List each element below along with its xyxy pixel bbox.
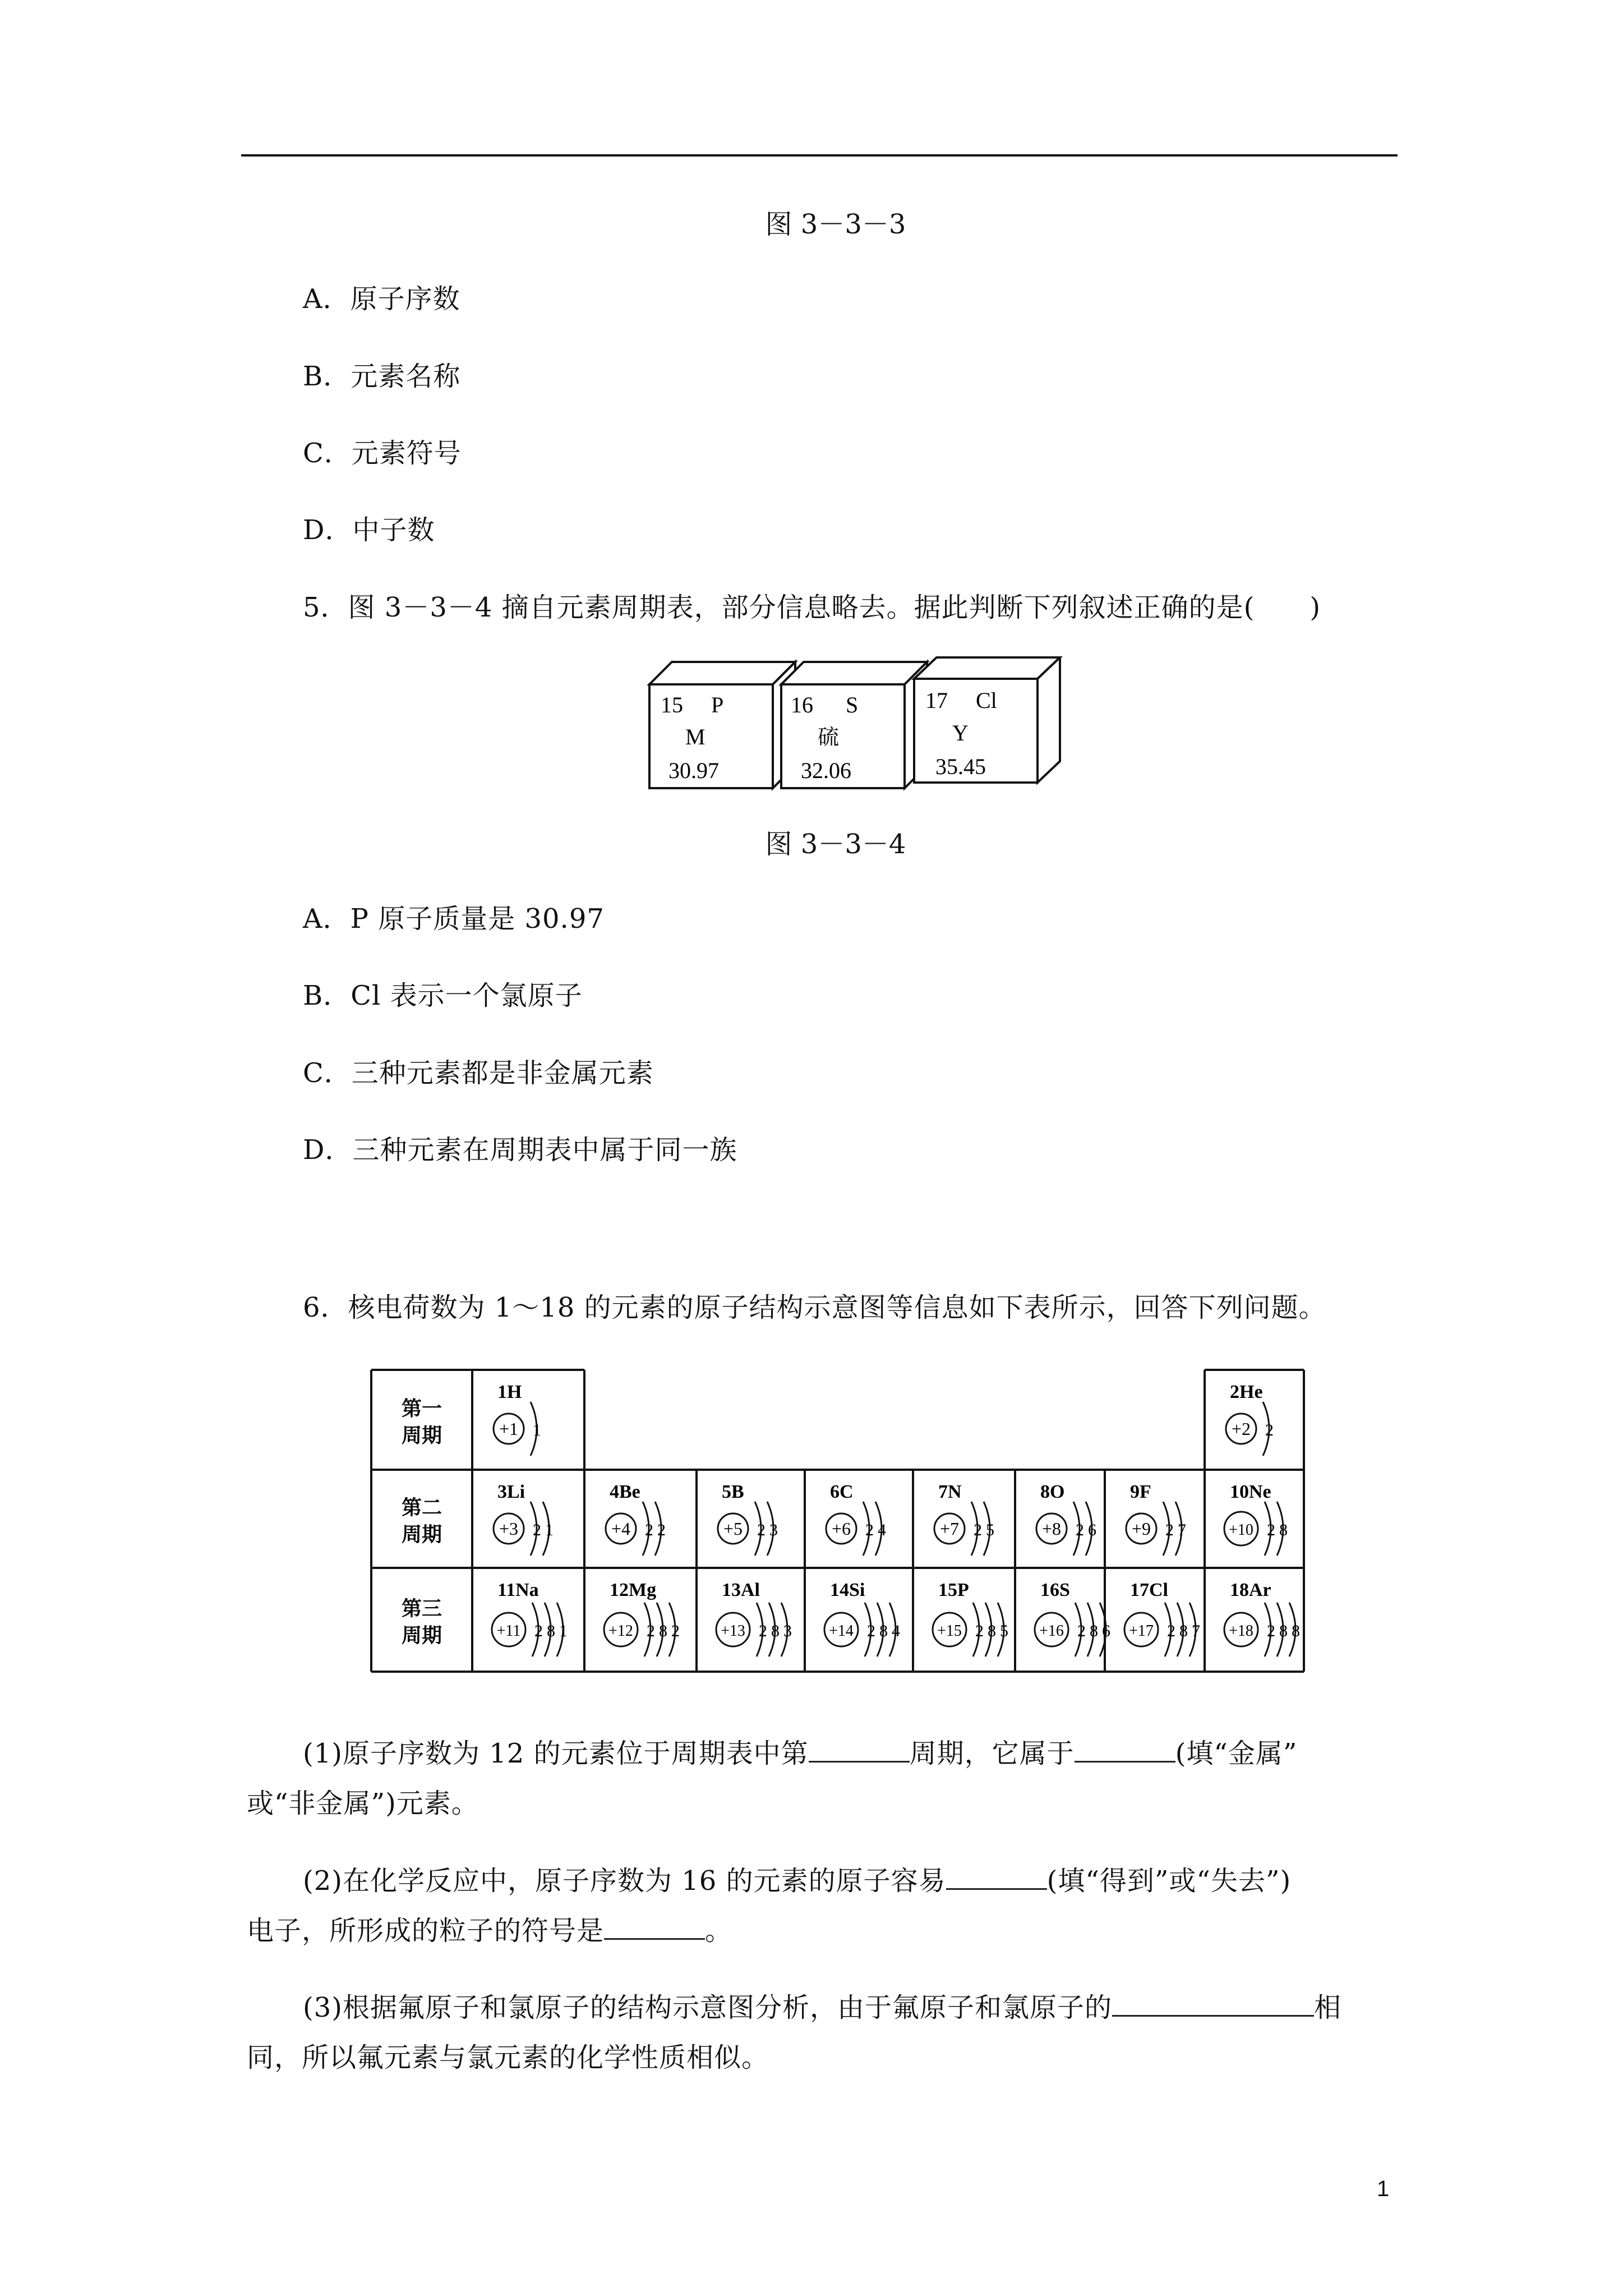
atom-label: 13Al: [722, 1580, 760, 1600]
nucleus-charge: +17: [1129, 1622, 1154, 1640]
shell-electron-count: 2: [1077, 1622, 1086, 1640]
shell-electron-count: 2: [865, 1521, 874, 1539]
atom-label: 2He: [1230, 1382, 1263, 1402]
atom-diagram-16S: [1035, 1580, 1110, 1657]
element-mass: 30.97: [668, 758, 719, 783]
shell-electron-count: 4: [878, 1521, 886, 1539]
figure-caption-3-3-3: 图 3－3－3: [765, 209, 906, 240]
q4-option-b: B．元素名称: [303, 361, 461, 392]
atom-diagram-2He: [1226, 1382, 1274, 1456]
element-cube-cl: [914, 657, 1060, 783]
q4-option-a: A．原子序数: [303, 283, 460, 315]
element-number: 17: [925, 688, 948, 713]
atom-diagram-5B: [718, 1481, 778, 1556]
shell-electron-count: 8: [1292, 1622, 1300, 1640]
shell-electron-count: 8: [547, 1622, 555, 1640]
shell-electron-count: 3: [769, 1521, 778, 1539]
q5-option-c: C．三种元素都是非金属元素: [303, 1057, 654, 1089]
q5-option-a: A．P 原子质量是 30.97: [303, 903, 605, 935]
atomic-structure-table: [370, 1369, 1312, 1674]
atom-label: 6C: [830, 1481, 854, 1502]
header-rule: [241, 154, 1398, 157]
q4-option-d: D．中子数: [303, 514, 435, 546]
shell-electron-count: 8: [988, 1622, 996, 1640]
q6-sub3-line2: 同，所以氟元素与氯元素的化学性质相似。: [247, 2042, 769, 2073]
atom-label: 12Mg: [610, 1580, 657, 1600]
q6-sub2-text-d: 。: [705, 1915, 733, 1947]
element-name: Y: [952, 720, 969, 746]
nucleus-charge: +4: [611, 1519, 631, 1539]
element-number: 15: [661, 692, 683, 717]
answer-blank-outer-electrons[interactable]: [1112, 1993, 1314, 2017]
shell-electron-count: 1: [559, 1622, 568, 1640]
nucleus-charge: +11: [496, 1622, 521, 1640]
shell-electron-count: 2: [671, 1622, 680, 1640]
atom-label: 17Cl: [1130, 1580, 1168, 1600]
nucleus-charge: +10: [1229, 1521, 1253, 1539]
shell-electron-count: 6: [1088, 1521, 1096, 1539]
q6-stem: 6．核电荷数为 1～18 的元素的原子结构示意图等信息如下表所示，回答下列问题。: [303, 1292, 1326, 1323]
shell-electron-count: 2: [1267, 1521, 1275, 1539]
atom-diagram-7N: [934, 1481, 994, 1556]
shell-electron-count: 8: [771, 1622, 780, 1640]
atom-diagram-12Mg: [604, 1580, 680, 1657]
nucleus-charge: +16: [1039, 1622, 1064, 1640]
element-symbol: Cl: [976, 688, 997, 713]
shell-electron-count: 8: [1090, 1622, 1098, 1640]
nucleus-charge: +6: [831, 1519, 851, 1539]
period-label: 第三: [401, 1597, 442, 1621]
q5-stem: 5．图 3－3－4 摘自元素周期表，部分信息略去。据此判断下列叙述正确的是( ): [303, 592, 1321, 623]
q6-sub2-text-b: (填“得到”或“失去”): [1046, 1865, 1292, 1897]
nucleus-charge: +5: [723, 1519, 743, 1539]
atom-diagram-6C: [826, 1481, 886, 1556]
shell-electron-count: 2: [974, 1521, 982, 1539]
answer-blank-gain-lose[interactable]: [946, 1866, 1047, 1890]
atom-diagram-14Si: [824, 1580, 900, 1657]
element-mass: 35.45: [935, 754, 986, 779]
atom-diagram-18Ar: [1224, 1580, 1300, 1657]
element-name: 硫: [818, 725, 840, 749]
atom-diagram-9F: [1126, 1481, 1186, 1556]
page-number: 1: [1377, 2177, 1390, 2201]
shell-electron-count: 2: [759, 1622, 767, 1640]
element-symbol: S: [846, 692, 859, 717]
atom-label: 10Ne: [1230, 1481, 1271, 1502]
shell-electron-count: 7: [1192, 1622, 1200, 1640]
atom-label: 1H: [497, 1382, 522, 1402]
atom-label: 9F: [1130, 1481, 1151, 1502]
shell-electron-count: 2: [975, 1622, 984, 1640]
element-cube-p: [649, 662, 795, 788]
shell-electron-count: 2: [1167, 1622, 1175, 1640]
shell-electron-count: 8: [659, 1622, 667, 1640]
answer-blank-period[interactable]: [809, 1738, 910, 1763]
shell-electron-count: 2: [645, 1521, 653, 1539]
shell-electron-count: 2: [657, 1521, 666, 1539]
atom-diagram-11Na: [492, 1580, 568, 1657]
atom-label: 4Be: [610, 1481, 640, 1502]
shell-electron-count: 2: [1076, 1521, 1084, 1539]
atom-diagram-3Li: [494, 1481, 554, 1556]
answer-blank-metal-type[interactable]: [1075, 1738, 1175, 1763]
q6-sub3-text-a: (3)根据氟原子和氯原子的结构示意图分析，由于氟原子和氯原子的: [303, 1992, 1112, 2023]
element-cube-s: [781, 662, 927, 788]
shell-electron-count: 8: [1279, 1622, 1288, 1640]
element-symbol: P: [711, 692, 724, 717]
element-name: M: [685, 724, 706, 749]
atom-label: 8O: [1040, 1481, 1065, 1502]
shell-electron-count: 1: [545, 1521, 554, 1539]
shell-electron-count: 2: [534, 1622, 543, 1640]
nucleus-charge: +2: [1231, 1419, 1251, 1439]
atom-label: 11Na: [497, 1580, 539, 1600]
shell-electron-count: 2: [647, 1622, 655, 1640]
q6-sub1-text-b: 周期，它属于: [909, 1738, 1075, 1769]
shell-electron-count: 8: [1279, 1521, 1288, 1539]
atom-label: 14Si: [830, 1580, 865, 1600]
nucleus-charge: +9: [1131, 1519, 1151, 1539]
q6-sub1-text-a: (1)原子序数为 12 的元素位于周期表中第: [303, 1738, 809, 1769]
shell-electron-count: 1: [533, 1421, 541, 1439]
q6-sub1-line2: 或“非金属”)元素。: [247, 1788, 479, 1819]
atom-diagram-13Al: [716, 1580, 792, 1657]
shell-electron-count: 8: [1179, 1622, 1188, 1640]
shell-electron-count: 2: [533, 1521, 541, 1539]
atom-diagram-8O: [1036, 1481, 1096, 1556]
shell-electron-count: 8: [879, 1622, 888, 1640]
atom-label: 7N: [938, 1481, 962, 1502]
shell-electron-count: 2: [1267, 1622, 1275, 1640]
q6-sub2-text-c: 电子，所形成的粒子的符号是: [247, 1915, 605, 1947]
nucleus-charge: +1: [499, 1419, 519, 1439]
nucleus-charge: +7: [939, 1519, 960, 1539]
q6-sub1-line1: [303, 1736, 1297, 1771]
atom-label: 3Li: [497, 1481, 525, 1502]
nucleus-charge: +15: [937, 1622, 962, 1640]
atom-diagram-15P: [933, 1580, 1008, 1657]
atom-label: 5B: [722, 1481, 744, 1502]
shell-electron-count: 2: [1165, 1521, 1174, 1539]
q5-option-d: D．三种元素在周期表中属于同一族: [303, 1134, 737, 1166]
period-label: 周期: [401, 1624, 442, 1648]
shell-electron-count: 2: [867, 1622, 875, 1640]
q6-sub2-line1: [303, 1864, 1291, 1898]
shell-electron-count: 5: [986, 1521, 994, 1539]
atom-label: 18Ar: [1230, 1580, 1271, 1600]
shell-electron-count: 2: [757, 1521, 766, 1539]
q6-sub3-text-b: 相: [1314, 1992, 1342, 2023]
nucleus-charge: +8: [1041, 1519, 1062, 1539]
q6-sub2-line2: [247, 1913, 732, 1948]
atom-label: 16S: [1040, 1580, 1070, 1600]
answer-blank-ion-symbol[interactable]: [604, 1916, 705, 1940]
shell-electron-count: 5: [1000, 1622, 1008, 1640]
atom-label: 15P: [938, 1580, 969, 1600]
shell-electron-count: 3: [783, 1622, 792, 1640]
period-label: 第二: [401, 1496, 442, 1520]
nucleus-charge: +13: [721, 1622, 745, 1640]
period-label: 第一: [401, 1397, 442, 1420]
period-label: 周期: [401, 1424, 442, 1447]
atom-diagram-10Ne: [1224, 1481, 1288, 1556]
nucleus-charge: +18: [1229, 1622, 1253, 1640]
shell-electron-count: 7: [1178, 1521, 1186, 1539]
nucleus-charge: +12: [608, 1622, 633, 1640]
q4-option-c: C．元素符号: [303, 438, 462, 469]
q6-sub2-text-a: (2)在化学反应中，原子序数为 16 的元素的原子容易: [303, 1865, 946, 1897]
q5-option-b: B．Cl 表示一个氯原子: [303, 980, 583, 1011]
element-cubes-figure: [639, 656, 1066, 791]
shell-electron-count: 6: [1102, 1622, 1110, 1640]
q6-sub1-text-c: (填“金属”: [1175, 1738, 1298, 1769]
element-number: 16: [791, 692, 813, 717]
shell-electron-count: 2: [1265, 1421, 1274, 1439]
atom-diagram-17Cl: [1124, 1580, 1200, 1657]
atom-diagram-1H: [494, 1382, 541, 1456]
period-label: 周期: [401, 1523, 442, 1547]
atom-diagram-4Be: [606, 1481, 666, 1556]
figure-caption-3-3-4: 图 3－3－4: [765, 829, 906, 860]
nucleus-charge: +14: [829, 1622, 854, 1640]
shell-electron-count: 4: [892, 1622, 900, 1640]
nucleus-charge: +3: [499, 1519, 519, 1539]
q6-sub3-line1: [303, 1990, 1341, 2025]
element-mass: 32.06: [801, 758, 851, 783]
